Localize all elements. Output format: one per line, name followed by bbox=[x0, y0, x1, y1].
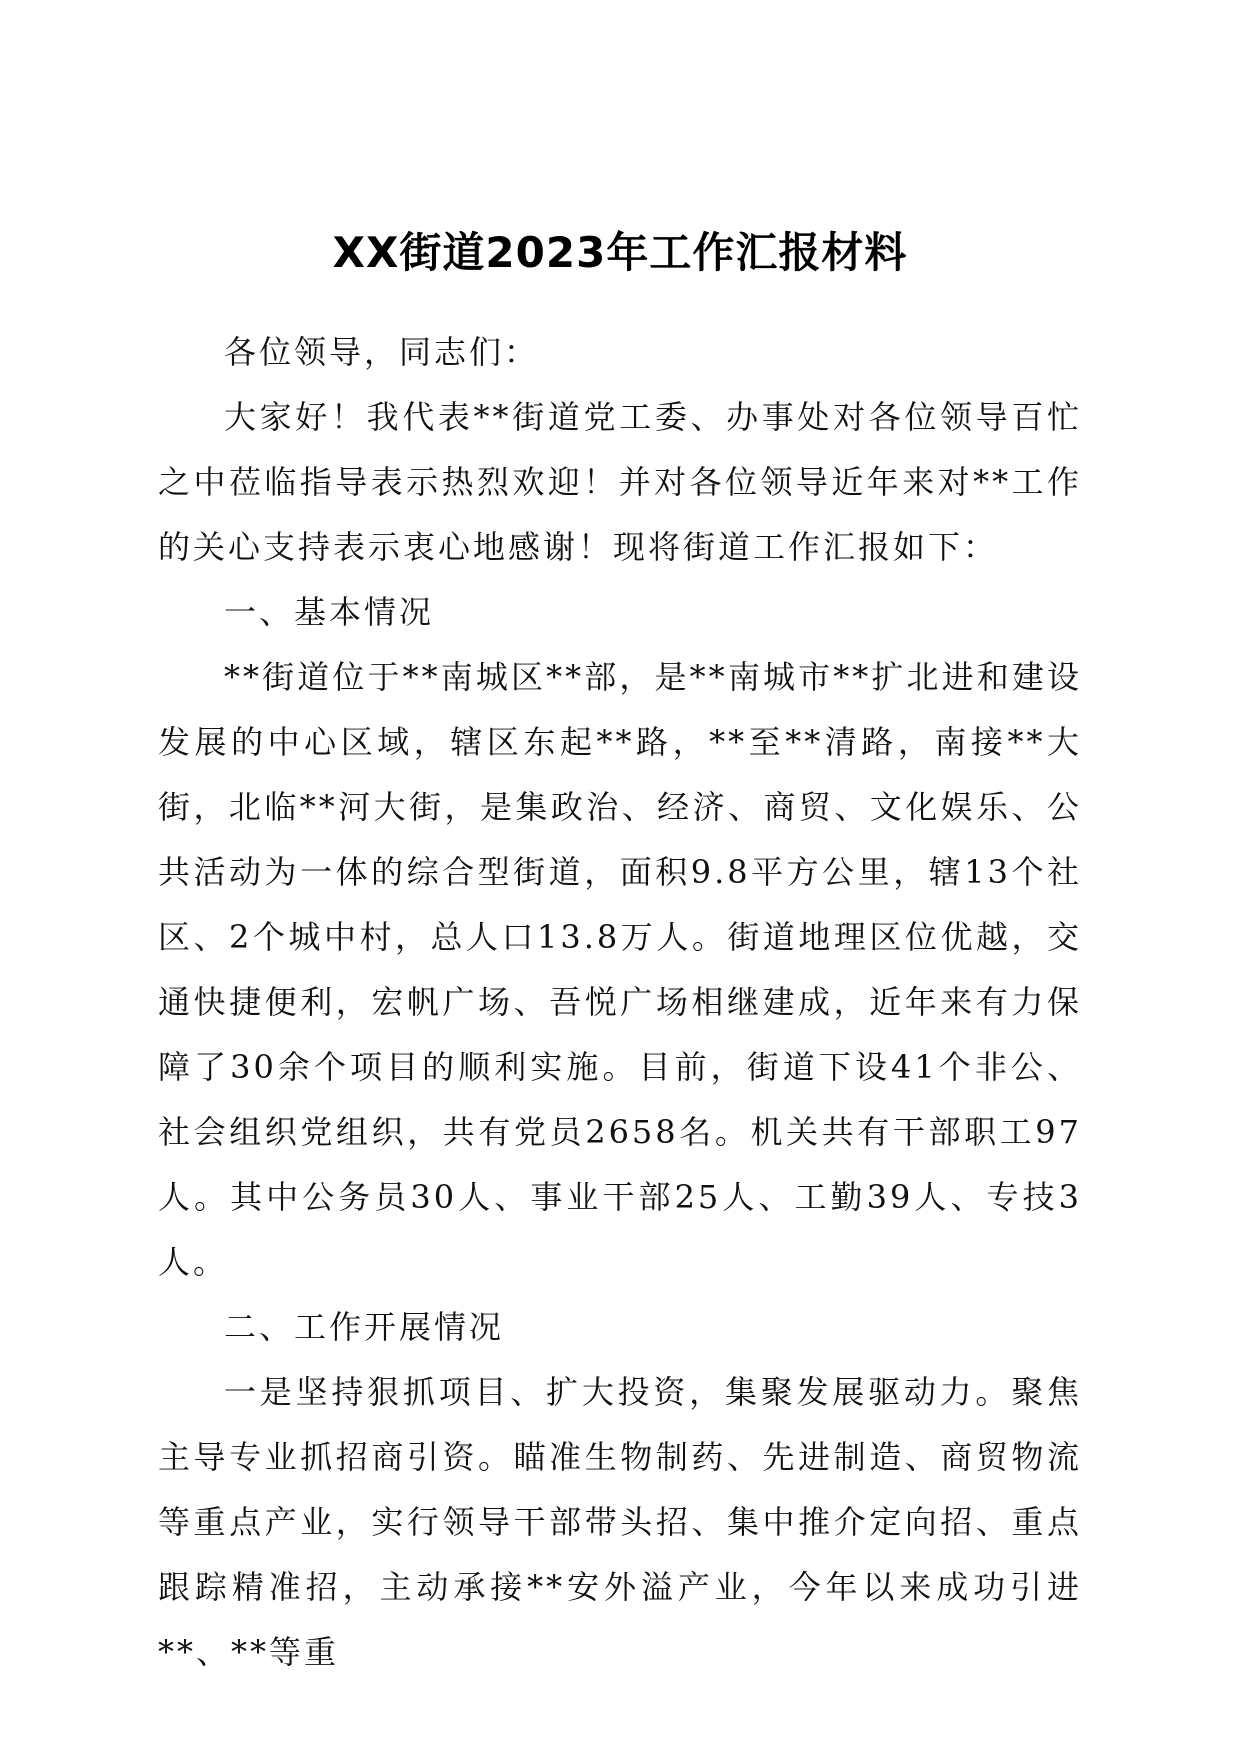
document-title: XX街道2023年工作汇报材料 bbox=[332, 228, 908, 277]
intro-paragraph: 大家好！我代表**街道党工委、办事处对各位领导百忙之中莅临指导表示热烈欢迎！并对各位领导近年来对**工作的关心支持表示衷心地感谢！现将街道工作汇报如下： bbox=[158, 398, 1082, 566]
work-paragraph: 一是坚持狠抓项目、扩大投资，集聚发展驱动力。聚焦主导专业抓招商引资。瞄准生物制药、先进制造、商贸物流等重点产业，实行领导干部带头招、集中推介定向招、重点跟踪精准招，主动承接**安外溢产业，今年以来成功引进**、**等重 bbox=[158, 1373, 1082, 1671]
basic-info-paragraph: **街道位于**南城区**部，是**南城市**扩北进和建设发展的中心区域，辖区东起**路，**至**清路，南接**大街，北临**河大街，是集政治、经济、商贸、文化娱乐、公共活动为一体的综合型街道，面积9.8平方公里，辖13个社区、2个城中村，总人口13.8万人。街道地理区位优越，交通快捷便利，宏帆广场、吾悦广场相继建成，近年来有力保障了30余个项目的顺利实施。目前，街道下设41个非公、社会组织党组织，共有党员2658名。机关共有干部职工97人。其中公务员30人、事业干部25人、工勤39人、专技3人。 bbox=[158, 658, 1082, 1281]
section-heading-basic: 一、基本情况 bbox=[224, 593, 435, 631]
section-heading-work: 二、工作开展情况 bbox=[224, 1308, 505, 1346]
document-body bbox=[158, 320, 1082, 1685]
greeting-paragraph: 各位领导，同志们： bbox=[224, 333, 540, 371]
